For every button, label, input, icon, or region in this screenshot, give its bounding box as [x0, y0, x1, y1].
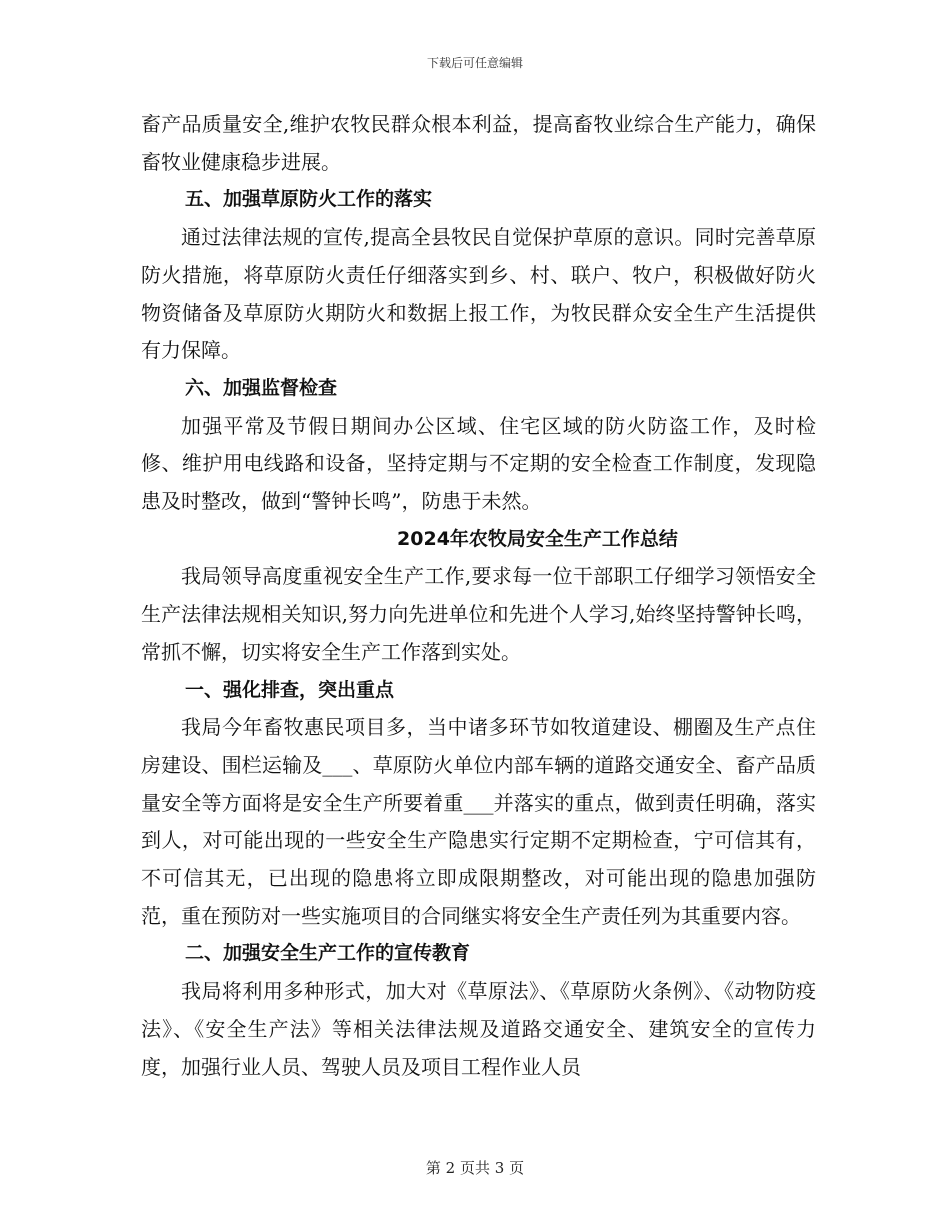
paragraph-intro: 我局领导高度重视安全生产工作,要求每一位干部职工仔细学习领悟安全生产法律法规相关知识,努力向先进单位和先进个人学习,始终坚持警钟长鸣，常抓不懈，切实将安全生产工作落到实处。 [141, 564, 816, 664]
document-title: 2024年农牧局安全生产工作总结 [397, 527, 678, 550]
page-header: 下载后可任意编辑 [426, 56, 523, 70]
heading-inspection: 一、强化排查，突出重点 [185, 678, 395, 701]
paragraph-publicity: 我局将利用多种形式，加大对《草原法》、《草原防火条例》、《动物防疫法》、《安全生产法》等相关法律法规及道路交通安全、建筑安全的宣传力度，加强行业人员、驾驶人员及项目工程作业人员 [141, 979, 816, 1079]
document-body [141, 106, 816, 1086]
paragraph-livestock-quality: 畜产品质量安全,维护农牧民群众根本利益，提高畜牧业综合生产能力，确保畜牧业健康稳步进展。 [141, 112, 816, 174]
heading-fire-prevention: 五、加强草原防火工作的落实 [185, 188, 433, 211]
paragraph-fire-prevention: 通过法律法规的宣传,提高全县牧民自觉保护草原的意识。同时完善草原防火措施，将草原防火责任仔细落实到乡、村、联户、牧户，积极做好防火物资储备及草原防火期防火和数据上报工作，为牧民群众安全生产生活提供有力保障。 [141, 225, 816, 363]
paragraph-supervision: 加强平常及节假日期间办公区域、住宅区域的防火防盗工作，及时检修、维护用电线路和设备，坚持定期与不定期的安全检查工作制度，发现隐患及时整改，做到“警钟长鸣”，防患于未然。 [141, 413, 816, 514]
heading-publicity: 二、加强安全生产工作的宣传教育 [185, 942, 471, 965]
paragraph-inspection: 我局今年畜牧惠民项目多，当中诸多环节如牧道建设、棚圈及生产点住房建设、围栏运输及___、草原防火单位内部车辆的道路交通安全、畜产品质量安全等方面将是安全生产所要着重___并落实的重点，做到责任明确，落实到人，对可能出现的一些安全生产隐患实行定期不定期检查，宁可信其有，不可信其无，已出现的隐患将立即成限期整改，对可能出现的隐患加强防范，重在预防对一些实施项目的合同继实将安全生产责任列为其重要内容。 [141, 715, 816, 928]
heading-supervision: 六、加强监督检查 [185, 376, 338, 399]
page-footer: 第 2 页共 3 页 [425, 1159, 525, 1177]
